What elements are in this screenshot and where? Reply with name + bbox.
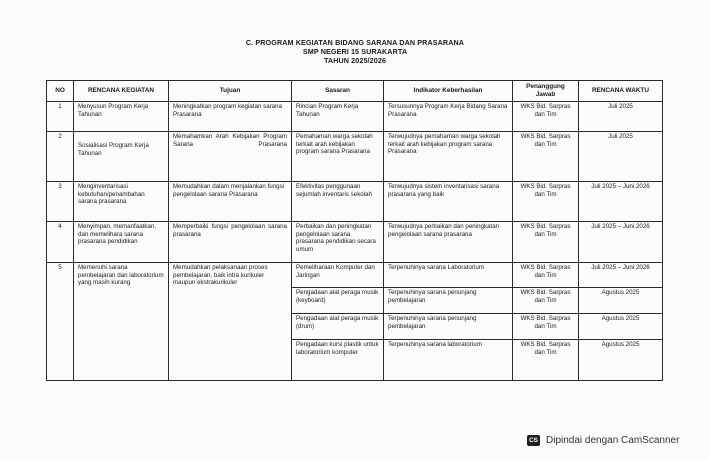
academic-year: TAHUN 2025/2026 (323, 56, 387, 66)
table-row (47, 132, 663, 182)
table-row (47, 263, 663, 288)
indikator-cell: Terpenuhinya sarana penunjang pembelajaran (384, 288, 513, 314)
school-name: SMP NEGERI 15 SURAKARTA (302, 47, 408, 57)
tujuan-cell: Memudahkan pelaksanaan proses pembelajaran, baik intra kurikuler maupun ekstrakurikuler (169, 263, 292, 381)
rencana-waktu-cell: Agustus 2025 (579, 288, 663, 314)
document-title: C. PROGRAM KEGIATAN BIDANG SARANA DAN PRASARANA (245, 38, 465, 47)
indikator-cell: Terwujudnya pemahaman warga sekolah terkait arah kebijakan program sarana Prasarana (384, 132, 513, 182)
table-row (47, 182, 663, 222)
indikator-cell: Terwujudnya sistem inventarisasi sarana prasarana yang baik (384, 182, 513, 222)
rencana-kegiatan-cell: Menyusun Program Kerja Tahunan (74, 102, 169, 132)
penanggung-jawab-cell: WKS Bid. Sarpras dan Tim (513, 288, 579, 314)
penanggung-jawab-cell: WKS Bid. Sarpras dan Tim (513, 314, 579, 340)
table-header-row (47, 81, 663, 102)
sasaran-cell: Pengadaan alat peraga musik (drum) (292, 314, 384, 340)
table-row (47, 102, 663, 132)
rencana-kegiatan-cell: Sosialisasi Program Kerja Tahunan (74, 132, 169, 182)
header-no: NO (47, 81, 74, 102)
indikator-cell: Terpenuhinya sarana penunjang pembelajaran (384, 314, 513, 340)
penanggung-jawab-cell: WKS Bid. Sarpras dan Tim (513, 102, 579, 132)
sasaran-cell: Pemeliharaan Komputer dan Jaringan (292, 263, 384, 288)
rencana-waktu-cell: Juli 2025 (579, 132, 663, 182)
sasaran-cell: Pemahaman warga sekolah terkait arah kebijakan program sarana Prasarana (292, 132, 384, 182)
indikator-cell: Tersusunnya Program Kerja Bidang Sarana Prasarana (384, 102, 513, 132)
header-penanggung-jawab: Penanggung Jawab (513, 81, 579, 102)
sasaran-cell: Pengadaan kursi plastik untuk laboratorium komputer (292, 340, 384, 381)
sasaran-cell: Perbaikan dan peningkatan pengelolaan sarana prasarana pendidikan secara umum (292, 222, 384, 263)
penanggung-jawab-cell: WKS Bid. Sarpras dan Tim (513, 263, 579, 288)
sasaran-cell: Rincian Program Kerja Tahunan (292, 102, 384, 132)
penanggung-jawab-cell: WKS Bid. Sarpras dan Tim (513, 132, 579, 182)
row-number: 1 (47, 102, 74, 132)
camscanner-watermark (527, 435, 679, 446)
tujuan-cell: Memudahkan dalam menjalankan fungsi pengelolaan sarana Prasarana (169, 182, 292, 222)
penanggung-jawab-cell: WKS Bid. Sarpras dan Tim (513, 340, 579, 381)
header-rencana-waktu: RENCANA WAKTU (579, 81, 663, 102)
rencana-kegiatan-cell: Memenuhi sarana pembelajaran dan laboratorium yang masih kurang (74, 263, 169, 381)
header-tujuan: Tujuan (169, 81, 292, 102)
row-number: 4 (47, 222, 74, 263)
rencana-waktu-cell: Juli 2025 (579, 102, 663, 132)
indikator-cell: Terpenuhinya sarana laboratorium (384, 340, 513, 381)
rencana-kegiatan-cell: Menginventarisasi kebutuhan/penambahan sarana prasarana (74, 182, 169, 222)
row-number: 3 (47, 182, 74, 222)
tujuan-cell: Memahamkan Arah Kebijakan Program Sarana Prasarana (169, 132, 292, 182)
rencana-waktu-cell: Agustus 2025 (579, 340, 663, 381)
header-indikator: Indikator Keberhasilan (384, 81, 513, 102)
penanggung-jawab-cell: WKS Bid. Sarpras dan Tim (513, 222, 579, 263)
header-rencana-kegiatan: RENCANA KEGIATAN (74, 81, 169, 102)
sasaran-cell: Efektivitas penggunaan sejumlah inventaris sekolah (292, 182, 384, 222)
rencana-kegiatan-cell: Menyimpan, memanfaatkan, dan memelihara sarana prasarana pendidikan (74, 222, 169, 263)
document-title-block (0, 38, 710, 66)
rencana-waktu-cell: Juli 2025 – Juni 2026 (579, 222, 663, 263)
program-table (46, 80, 663, 381)
penanggung-jawab-cell: WKS Bid. Sarpras dan Tim (513, 182, 579, 222)
header-sasaran: Sasaran (292, 81, 384, 102)
indikator-cell: Terpenuhinya sarana Laboratorium (384, 263, 513, 288)
camscanner-text: Dipindai dengan CamScanner (546, 435, 680, 446)
row-number: 2 (47, 132, 74, 182)
camscanner-icon: CS (528, 437, 539, 444)
sasaran-cell: Pengadaan alat peraga musik (keyboard) (292, 288, 384, 314)
table-row (47, 222, 663, 263)
rencana-waktu-cell: Agustus 2025 (579, 314, 663, 340)
indikator-cell: Terwujudnya perbaikan dan peningkatan pengelolaan sarana prasarana (384, 222, 513, 263)
rencana-waktu-cell: Juli 2025 – Juni 2026 (579, 263, 663, 288)
tujuan-cell: Memperbaiki fungsi pengelolaan sarana prasarana (169, 222, 292, 263)
rencana-waktu-cell: Juli 2025 – Juni 2026 (579, 182, 663, 222)
row-number: 5 (47, 263, 74, 381)
tujuan-cell: Meningkatkan program kegiatan sarana Prasarana (169, 102, 292, 132)
